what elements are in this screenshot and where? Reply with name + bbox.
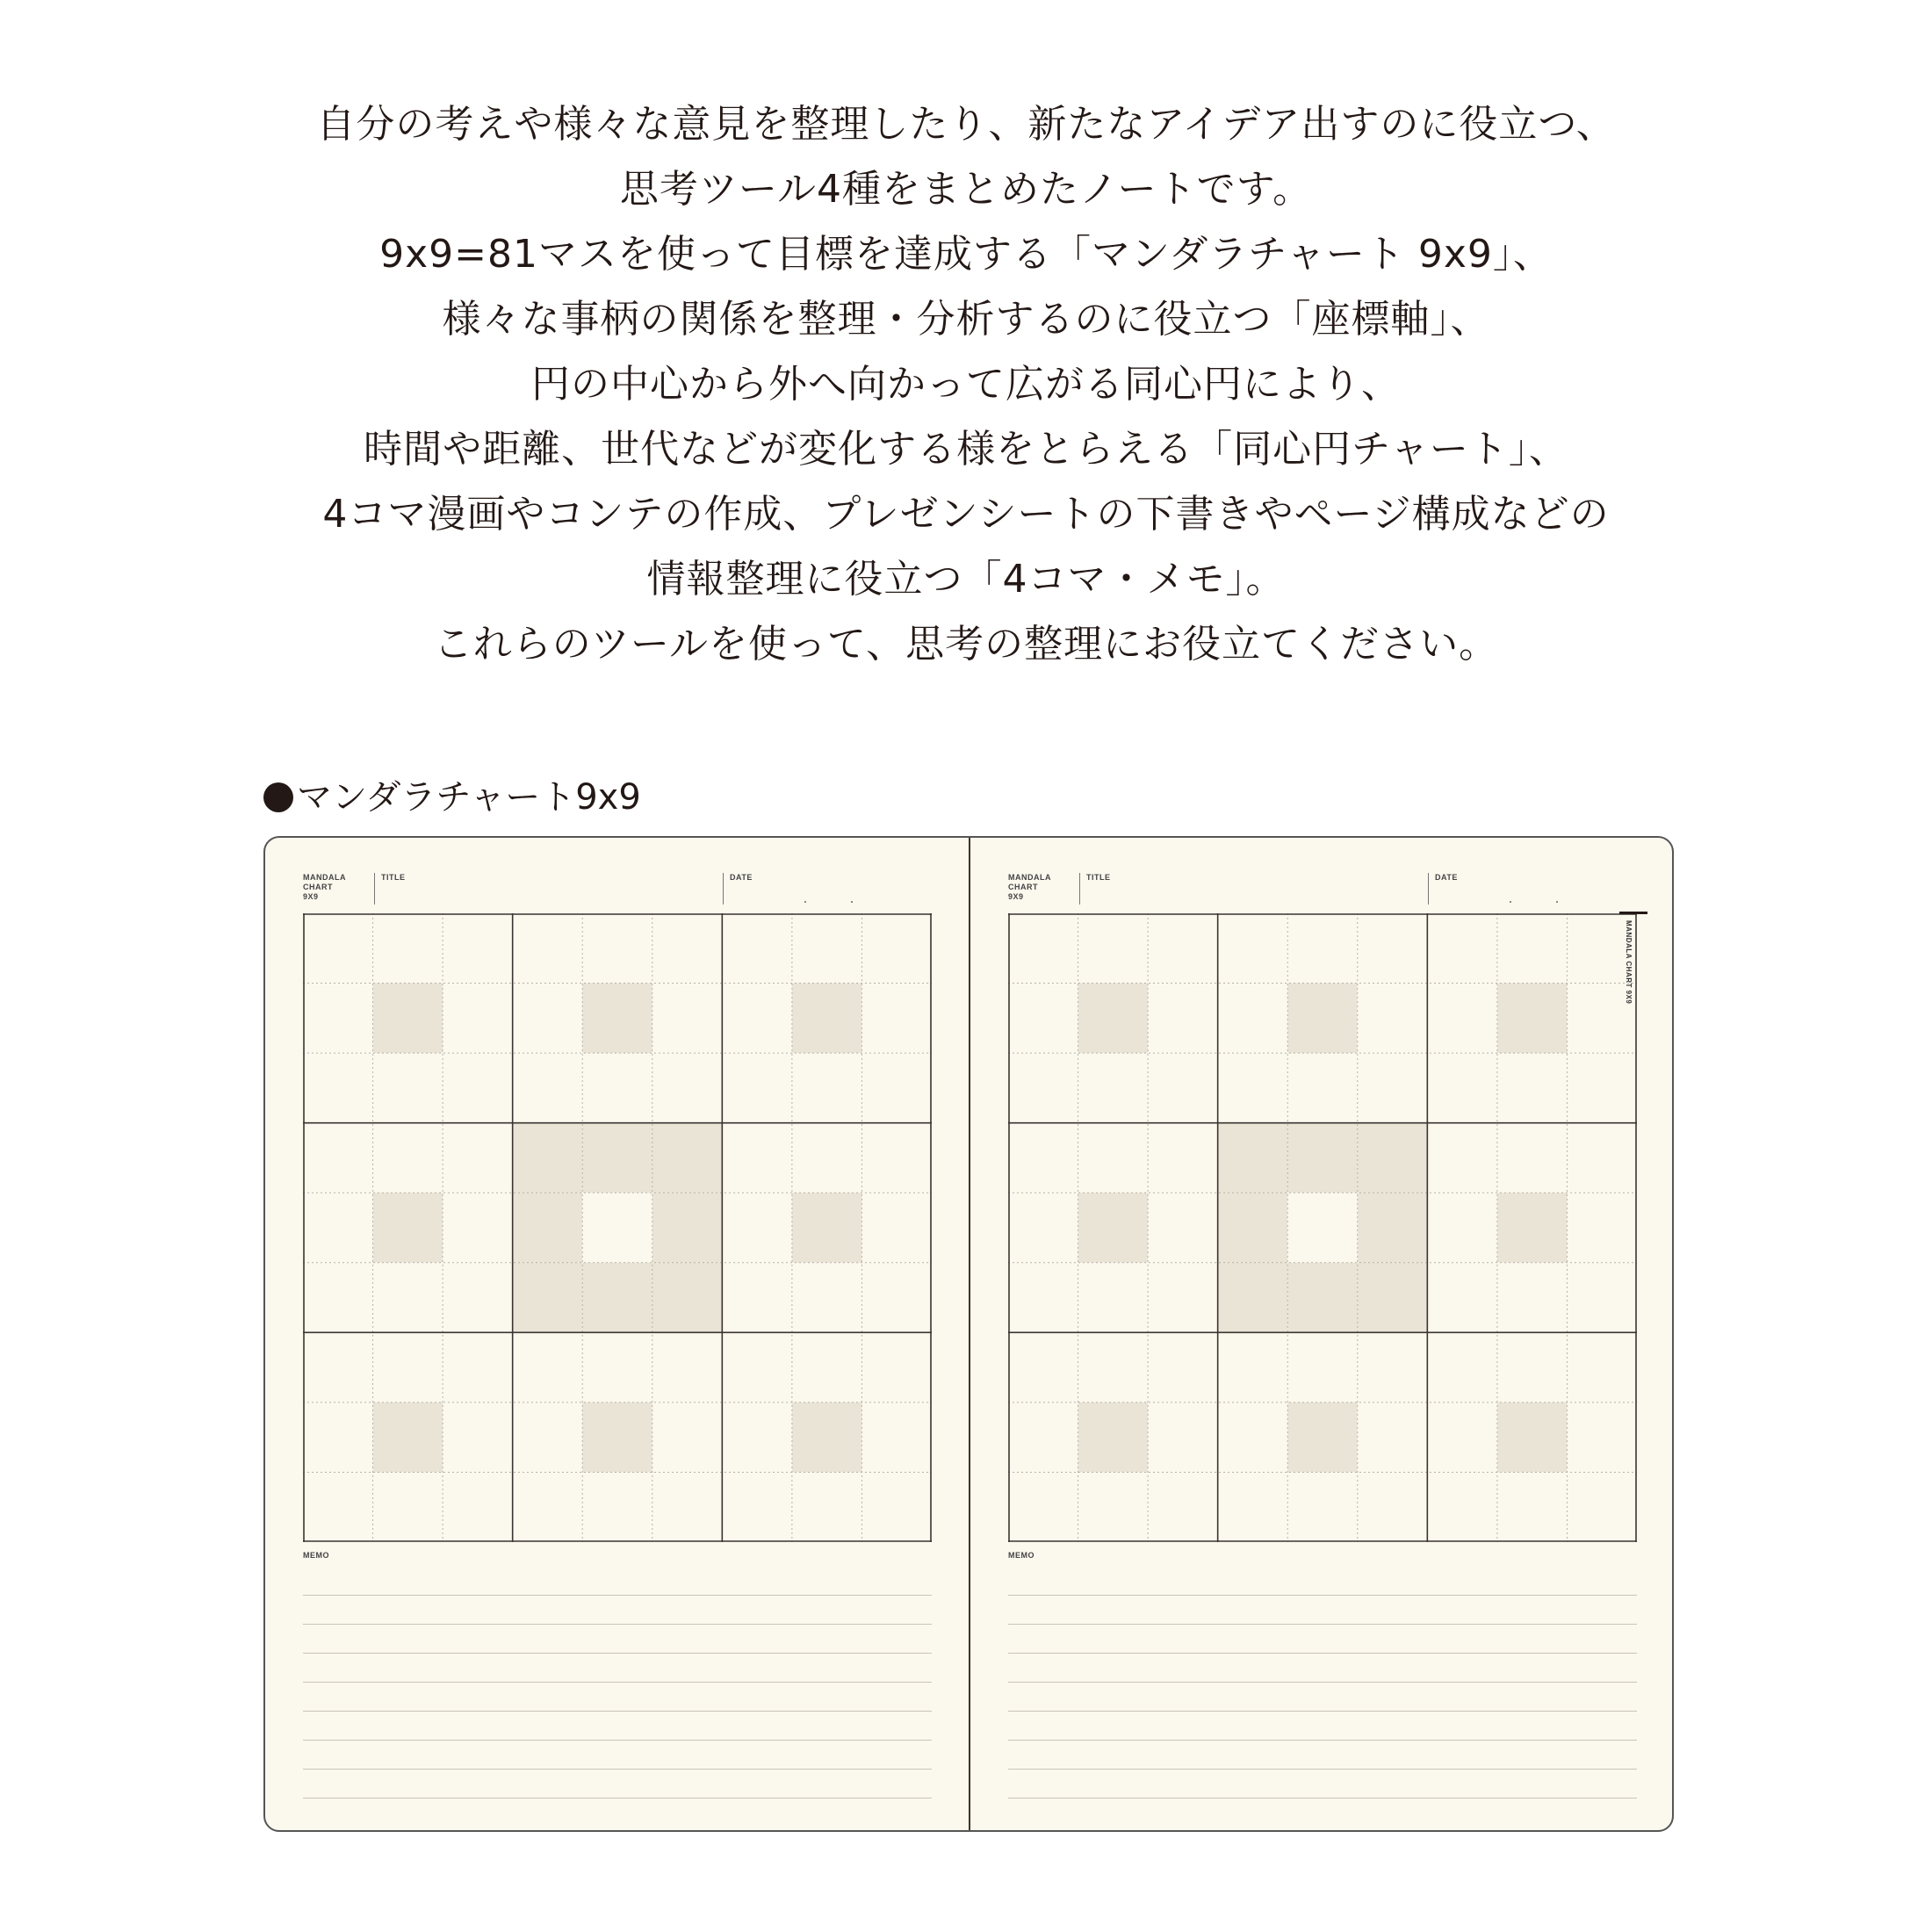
grid-cell xyxy=(1358,1472,1428,1542)
grid-cell-shaded xyxy=(1287,1402,1358,1473)
grid-cell xyxy=(1358,1402,1428,1473)
grid-cell xyxy=(722,1123,792,1193)
grid-cell xyxy=(1008,1193,1078,1263)
grid-cell-shaded xyxy=(1218,1263,1288,1333)
memo-line xyxy=(1008,1654,1637,1683)
date-label: DATE xyxy=(730,873,753,882)
grid-cell xyxy=(1567,1193,1637,1263)
date-separator xyxy=(851,901,853,903)
grid-cell xyxy=(1218,1472,1288,1542)
grid-cell xyxy=(861,1193,932,1263)
grid-cell-shaded xyxy=(792,1402,862,1473)
grid-cell xyxy=(1008,1332,1078,1402)
grid-cell xyxy=(1427,984,1497,1054)
grid-cell xyxy=(303,1402,373,1473)
grid-cell-shaded xyxy=(513,1193,583,1263)
mandala-grid xyxy=(303,913,932,1542)
grid-cell-shaded xyxy=(582,1402,652,1473)
grid-cell xyxy=(652,913,723,984)
grid-cell xyxy=(861,913,932,984)
grid-cell xyxy=(861,1332,932,1402)
grid-cell xyxy=(1148,1053,1218,1123)
intro-line: 思考ツール4種をまとめたノートです。 xyxy=(619,167,1313,212)
memo-line xyxy=(1008,1683,1637,1712)
grid-cell-shaded xyxy=(1497,1402,1568,1473)
grid-cell xyxy=(652,1053,723,1123)
intro-line: 自分の考えや様々な意見を整理したり、新たなアイデア出すのに役立つ、 xyxy=(316,102,1616,147)
memo-line xyxy=(303,1770,932,1799)
date-separator xyxy=(1510,901,1511,903)
grid-cell xyxy=(1218,1402,1288,1473)
grid-cell xyxy=(1287,1332,1358,1402)
grid-cell xyxy=(1497,913,1568,984)
grid-cell xyxy=(1567,1263,1637,1333)
grid-cell xyxy=(1218,1053,1288,1123)
chart-label: MANDALA CHART 9X9 xyxy=(1008,873,1051,901)
grid-cell xyxy=(1427,1472,1497,1542)
grid-cell xyxy=(652,1332,723,1402)
intro-line: 4コマ漫画やコンテの作成、プレゼンシートの下書きやページ構成などの xyxy=(322,492,1610,537)
grid-cell xyxy=(513,1402,583,1473)
grid-cell xyxy=(722,913,792,984)
grid-cell xyxy=(582,1472,652,1542)
grid-cell xyxy=(373,1472,443,1542)
grid-cell xyxy=(1567,1332,1637,1402)
grid-cell xyxy=(1567,1472,1637,1542)
grid-cell xyxy=(1497,1263,1568,1333)
grid-cell xyxy=(1008,1472,1078,1542)
grid-cell xyxy=(373,1123,443,1193)
grid-cell xyxy=(1148,1123,1218,1193)
grid-cell xyxy=(1427,913,1497,984)
grid-cell-shaded xyxy=(1287,1263,1358,1333)
memo-line xyxy=(303,1712,932,1741)
grid-cell xyxy=(303,1332,373,1402)
grid-cell xyxy=(373,1053,443,1123)
grid-cell xyxy=(443,1332,513,1402)
grid-cell xyxy=(582,1332,652,1402)
grid-cell xyxy=(1218,1332,1288,1402)
grid-cell xyxy=(443,1193,513,1263)
grid-cell xyxy=(582,1053,652,1123)
grid-cell xyxy=(513,1053,583,1123)
grid-cell xyxy=(1008,1402,1078,1473)
grid-cell xyxy=(722,1332,792,1402)
grid-cell-shaded xyxy=(513,1263,583,1333)
grid-cell xyxy=(1358,1332,1428,1402)
header-divider xyxy=(723,873,724,905)
grid-cell xyxy=(1008,913,1078,984)
grid-cell xyxy=(1287,913,1358,984)
grid-cell xyxy=(373,1332,443,1402)
grid-cell-shaded xyxy=(582,1123,652,1193)
intro-line: 時間や距離、世代などが変化する様をとらえる「同心円チャート」、 xyxy=(364,427,1568,472)
section-title xyxy=(263,773,641,822)
grid-cell xyxy=(443,1123,513,1193)
grid-cell-shaded xyxy=(1078,1193,1149,1263)
memo-line xyxy=(303,1654,932,1683)
grid-cell xyxy=(1008,1263,1078,1333)
memo-line xyxy=(303,1741,932,1770)
grid-cell xyxy=(373,1263,443,1333)
grid-cell xyxy=(303,1472,373,1542)
grid-cell xyxy=(513,1472,583,1542)
grid-cell xyxy=(1497,1053,1568,1123)
grid-cell xyxy=(861,1263,932,1333)
grid-cell xyxy=(1567,1053,1637,1123)
grid-cell xyxy=(1567,1402,1637,1473)
memo-line xyxy=(1008,1567,1637,1596)
grid-cell xyxy=(1358,984,1428,1054)
grid-cell-shaded xyxy=(1358,1263,1428,1333)
grid-cell xyxy=(652,1402,723,1473)
grid-cell xyxy=(1218,984,1288,1054)
grid-cell xyxy=(1427,1193,1497,1263)
grid-cell xyxy=(792,1472,862,1542)
grid-cell xyxy=(722,1472,792,1542)
grid-cell xyxy=(722,984,792,1054)
grid-cell xyxy=(792,1053,862,1123)
chart-label: MANDALA CHART 9X9 xyxy=(303,873,346,901)
grid-cell-shaded xyxy=(1497,1193,1568,1263)
memo-label: MEMO xyxy=(1008,1551,1034,1560)
grid-cell xyxy=(652,984,723,1054)
memo-line xyxy=(303,1567,932,1596)
date-separator xyxy=(804,901,806,903)
grid-cell xyxy=(513,913,583,984)
grid-cell xyxy=(652,1472,723,1542)
header-divider xyxy=(1079,873,1080,905)
intro-line: 様々な事柄の関係を整理・分析するのに役立つ「座標軸」、 xyxy=(442,297,1490,342)
grid-cell xyxy=(582,1193,652,1263)
grid-cell xyxy=(303,984,373,1054)
intro-line: 円の中心から外へ向かって広がる同心円により、 xyxy=(531,362,1401,407)
grid-cell xyxy=(1148,1402,1218,1473)
grid-cell xyxy=(303,913,373,984)
grid-cell xyxy=(861,1123,932,1193)
title-label: TITLE xyxy=(381,873,406,882)
memo-line xyxy=(1008,1596,1637,1625)
memo-line xyxy=(1008,1712,1637,1741)
memo-line xyxy=(1008,1625,1637,1654)
grid-cell xyxy=(792,913,862,984)
grid-cell xyxy=(443,1472,513,1542)
date-separator xyxy=(1556,901,1558,903)
grid-cell-shaded xyxy=(1287,1123,1358,1193)
header-divider xyxy=(374,873,375,905)
grid-cell xyxy=(1078,1123,1149,1193)
grid-cell xyxy=(1148,913,1218,984)
grid-cell xyxy=(513,1332,583,1402)
grid-cell xyxy=(1287,1472,1358,1542)
left-page xyxy=(265,838,969,1830)
grid-cell xyxy=(861,1402,932,1473)
grid-cell xyxy=(1218,913,1288,984)
memo-lines xyxy=(303,1567,932,1799)
memo-line xyxy=(303,1625,932,1654)
grid-cell xyxy=(443,1263,513,1333)
grid-cell-shaded xyxy=(373,1402,443,1473)
memo-lines xyxy=(1008,1567,1637,1799)
grid-cell-shaded xyxy=(1358,1123,1428,1193)
grid-cell xyxy=(792,1123,862,1193)
grid-cell xyxy=(582,913,652,984)
grid-cell-shaded xyxy=(1497,984,1568,1054)
grid-cell xyxy=(1148,1472,1218,1542)
grid-cell xyxy=(1008,1053,1078,1123)
grid-cell xyxy=(1148,1193,1218,1263)
intro-line: 9x9=81マスを使って目標を達成する「マンダラチャート 9x9」、 xyxy=(379,232,1553,277)
intro-line: 情報整理に役立つ「4コマ・メモ」。 xyxy=(646,557,1286,602)
grid-cell xyxy=(1358,913,1428,984)
grid-cell-shaded xyxy=(792,984,862,1054)
intro-text xyxy=(0,92,1932,677)
grid-cell xyxy=(443,984,513,1054)
grid-cell-shaded xyxy=(582,1263,652,1333)
grid-cell xyxy=(792,1332,862,1402)
intro-line: これらのツールを使って、思考の整理にお役立てください。 xyxy=(433,622,1499,667)
section-title-text: マンダラチャート9x9 xyxy=(297,777,641,818)
grid-cell-shaded xyxy=(1287,984,1358,1054)
grid-cell xyxy=(1427,1053,1497,1123)
grid-cell xyxy=(1427,1332,1497,1402)
grid-cell xyxy=(1078,1472,1149,1542)
grid-cell xyxy=(513,984,583,1054)
grid-cell-shaded xyxy=(373,984,443,1054)
grid-cell xyxy=(1427,1402,1497,1473)
grid-cell-shaded xyxy=(513,1123,583,1193)
grid-cell xyxy=(303,1193,373,1263)
grid-cell xyxy=(303,1123,373,1193)
grid-cell xyxy=(303,1263,373,1333)
page-tab-mark xyxy=(1619,912,1647,914)
grid-cell-shaded xyxy=(652,1263,723,1333)
grid-cell xyxy=(1287,1053,1358,1123)
grid-cell xyxy=(1358,1053,1428,1123)
grid-cell-shaded xyxy=(792,1193,862,1263)
grid-cell xyxy=(722,1053,792,1123)
grid-cell-shaded xyxy=(1358,1193,1428,1263)
grid-cell xyxy=(722,1193,792,1263)
grid-cell xyxy=(1287,1193,1358,1263)
grid-cell xyxy=(722,1402,792,1473)
grid-cell xyxy=(1148,1263,1218,1333)
grid-cell xyxy=(861,984,932,1054)
grid-cell xyxy=(1567,1123,1637,1193)
grid-cell xyxy=(443,913,513,984)
grid-cell xyxy=(443,1402,513,1473)
grid-cell-shaded xyxy=(582,984,652,1054)
title-label: TITLE xyxy=(1086,873,1111,882)
date-label: DATE xyxy=(1435,873,1458,882)
grid-cell-shaded xyxy=(1078,984,1149,1054)
grid-cell-shaded xyxy=(652,1193,723,1263)
memo-line xyxy=(1008,1741,1637,1770)
memo-label: MEMO xyxy=(303,1551,329,1560)
grid-cell xyxy=(1148,984,1218,1054)
grid-cell xyxy=(1078,1053,1149,1123)
grid-cell xyxy=(1078,1263,1149,1333)
grid-cell xyxy=(1008,984,1078,1054)
grid-cell-shaded xyxy=(1218,1123,1288,1193)
grid-cell-shaded xyxy=(1078,1402,1149,1473)
grid-cell xyxy=(1148,1332,1218,1402)
header-divider xyxy=(1428,873,1429,905)
grid-cell xyxy=(722,1263,792,1333)
grid-cell xyxy=(1497,1332,1568,1402)
grid-cell xyxy=(373,913,443,984)
grid-cell xyxy=(1078,1332,1149,1402)
grid-cell xyxy=(303,1053,373,1123)
grid-cell-shaded xyxy=(373,1193,443,1263)
notebook-spread xyxy=(263,836,1674,1832)
grid-cell xyxy=(1427,1123,1497,1193)
grid-cell-shaded xyxy=(652,1123,723,1193)
memo-line xyxy=(1008,1770,1637,1799)
grid-cell xyxy=(1008,1123,1078,1193)
grid-cell xyxy=(1078,913,1149,984)
bullet-dot-icon xyxy=(263,782,293,812)
mandala-grid xyxy=(1008,913,1637,1542)
grid-cell xyxy=(1427,1263,1497,1333)
memo-line xyxy=(303,1596,932,1625)
grid-cell-shaded xyxy=(1218,1193,1288,1263)
grid-cell xyxy=(861,1472,932,1542)
grid-cell xyxy=(1497,1472,1568,1542)
grid-cell xyxy=(792,1263,862,1333)
grid-cell xyxy=(443,1053,513,1123)
grid-cell xyxy=(861,1053,932,1123)
grid-cell xyxy=(1497,1123,1568,1193)
right-page xyxy=(970,838,1674,1830)
memo-line xyxy=(303,1683,932,1712)
side-label: MANDALA CHART 9X9 xyxy=(1625,920,1633,1005)
